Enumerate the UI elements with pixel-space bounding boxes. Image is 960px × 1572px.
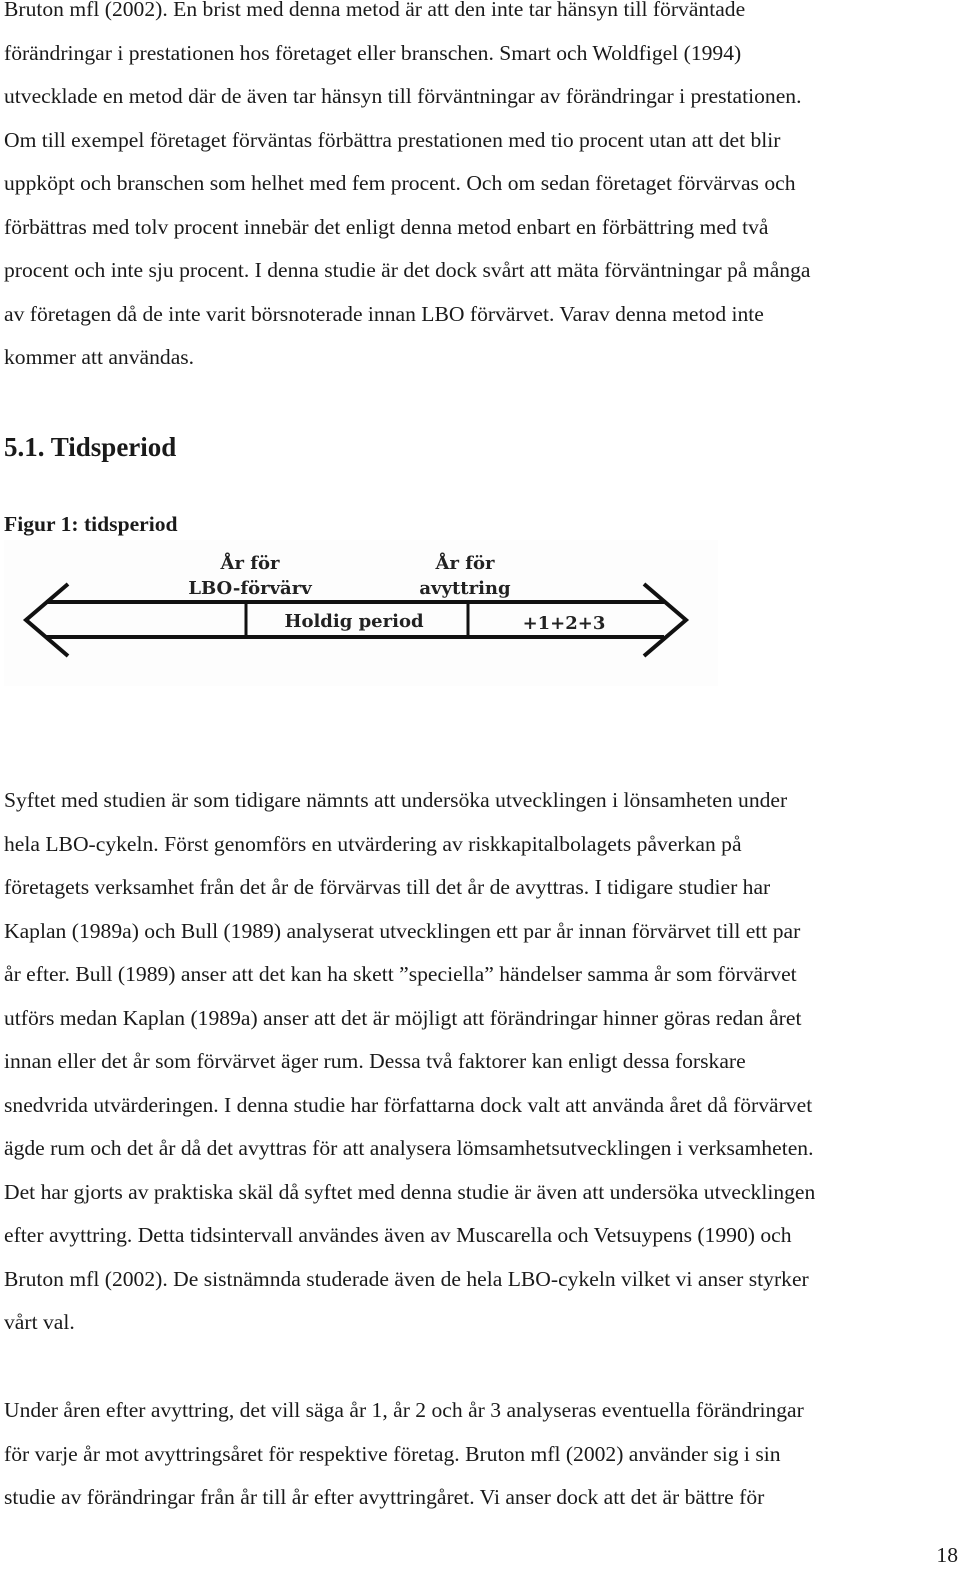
text-line: kommer att användas. bbox=[4, 345, 195, 369]
text-line: uppköpt och branschen som helhet med fem procent. Och om sedan företaget förvärvas och bbox=[4, 171, 796, 195]
text-line: procent och inte sju procent. I denna studie är det dock svårt att mäta förväntningar på många bbox=[4, 258, 811, 282]
label-acquisition-year-line2: LBO-förvärv bbox=[188, 578, 312, 599]
timeline-figure bbox=[4, 540, 718, 686]
text-line: Om till exempel företaget förväntas förbättra prestationen med tio procent utan att det blir bbox=[4, 127, 781, 152]
text-line: Syftet med studien är som tidigare nämnts att undersöka utvecklingen i lönsamheten under bbox=[4, 788, 788, 812]
text-line: studie av förändringar från år till år efter avyttringåret. Vi anser dock att det är bättre för bbox=[4, 1485, 765, 1509]
text-line: av företagen då de inte varit börsnoterade innan LBO förvärvet. Varav denna metod inte bbox=[4, 301, 764, 326]
label-divestment-year-line2: avyttring bbox=[419, 578, 511, 599]
text-line: hela LBO-cykeln. Först genomförs en utvärdering av riskkapitalbolagets påverkan på bbox=[4, 831, 742, 856]
right-arrowhead-icon bbox=[644, 584, 686, 656]
page-number: 18 bbox=[936, 1543, 958, 1567]
label-acquisition-year-line1: År för bbox=[220, 553, 280, 574]
text-line: utförs medan Kaplan (1989a) anser att det är möjligt att förändringar hinner göras redan året bbox=[4, 1005, 802, 1030]
text-line: ägde rum och det år då det avyttras för att analysera lömsamhetsutvecklingen i verksamheten. bbox=[4, 1136, 814, 1160]
paragraph-years-after bbox=[4, 1389, 958, 1520]
figure-caption: Figur 1: tidsperiod bbox=[4, 512, 178, 536]
timeline-diagram bbox=[4, 540, 718, 686]
segment-years-after: +1+2+3 bbox=[522, 613, 606, 634]
text-line: företagets verksamhet från det år de förvärvas till det år de avyttras. I tidigare studier har bbox=[4, 875, 771, 899]
label-divestment-year-line1: År för bbox=[435, 553, 495, 574]
text-line: Bruton mfl (2002). De sistnämnda studerade även de hela LBO-cykeln vilket vi anser styrker bbox=[4, 1266, 809, 1291]
text-line: år efter. Bull (1989) anser att det kan ha skett ”speciella” händelser samma år som förvärvet bbox=[4, 962, 797, 986]
text-line: Under åren efter avyttring, det vill säga år 1, år 2 och år 3 analyseras eventuella förändringar bbox=[4, 1398, 804, 1422]
segment-holding-period: Holdig period bbox=[284, 611, 424, 632]
text-line: Kaplan (1989a) och Bull (1989) analyserat utvecklingen ett par år innan förvärvet till ett par bbox=[4, 918, 801, 943]
text-line: för varje år mot avyttringsåret för respektive företag. Bruton mfl (2002) använder sig i sin bbox=[4, 1441, 781, 1466]
text-line: efter avyttring. Detta tidsintervall användes även av Muscarella och Vetsuypens (1990) och bbox=[4, 1223, 792, 1247]
paragraph-methods-intro bbox=[4, 0, 958, 380]
text-line: vårt val. bbox=[4, 1310, 75, 1334]
section-heading: 5.1. Tidsperiod bbox=[4, 432, 177, 462]
left-arrowhead-icon bbox=[26, 584, 68, 656]
text-line: innan eller det år som förvärvet äger rum. Dessa två faktorer kan enligt dessa forskare bbox=[4, 1049, 746, 1073]
paragraph-purpose bbox=[4, 779, 958, 1345]
text-line: förändringar i prestationen hos företaget eller branschen. Smart och Woldfigel (1994) bbox=[4, 40, 742, 65]
text-line: Bruton mfl (2002). En brist med denna metod är att den inte tar hänsyn till förväntade bbox=[4, 0, 746, 21]
text-line: förbättras med tolv procent innebär det enligt denna metod enbart en förbättring med två bbox=[4, 214, 769, 239]
text-line: Det har gjorts av praktiska skäl då syftet med denna studie är även att undersöka utvecklingen bbox=[4, 1179, 816, 1204]
text-line: utvecklade en metod där de även tar hänsyn till förväntningar av förändringar i prestationen. bbox=[4, 84, 802, 108]
text-line: snedvrida utvärderingen. I denna studie har författarna dock valt att använda året då förvärvet bbox=[4, 1092, 813, 1117]
